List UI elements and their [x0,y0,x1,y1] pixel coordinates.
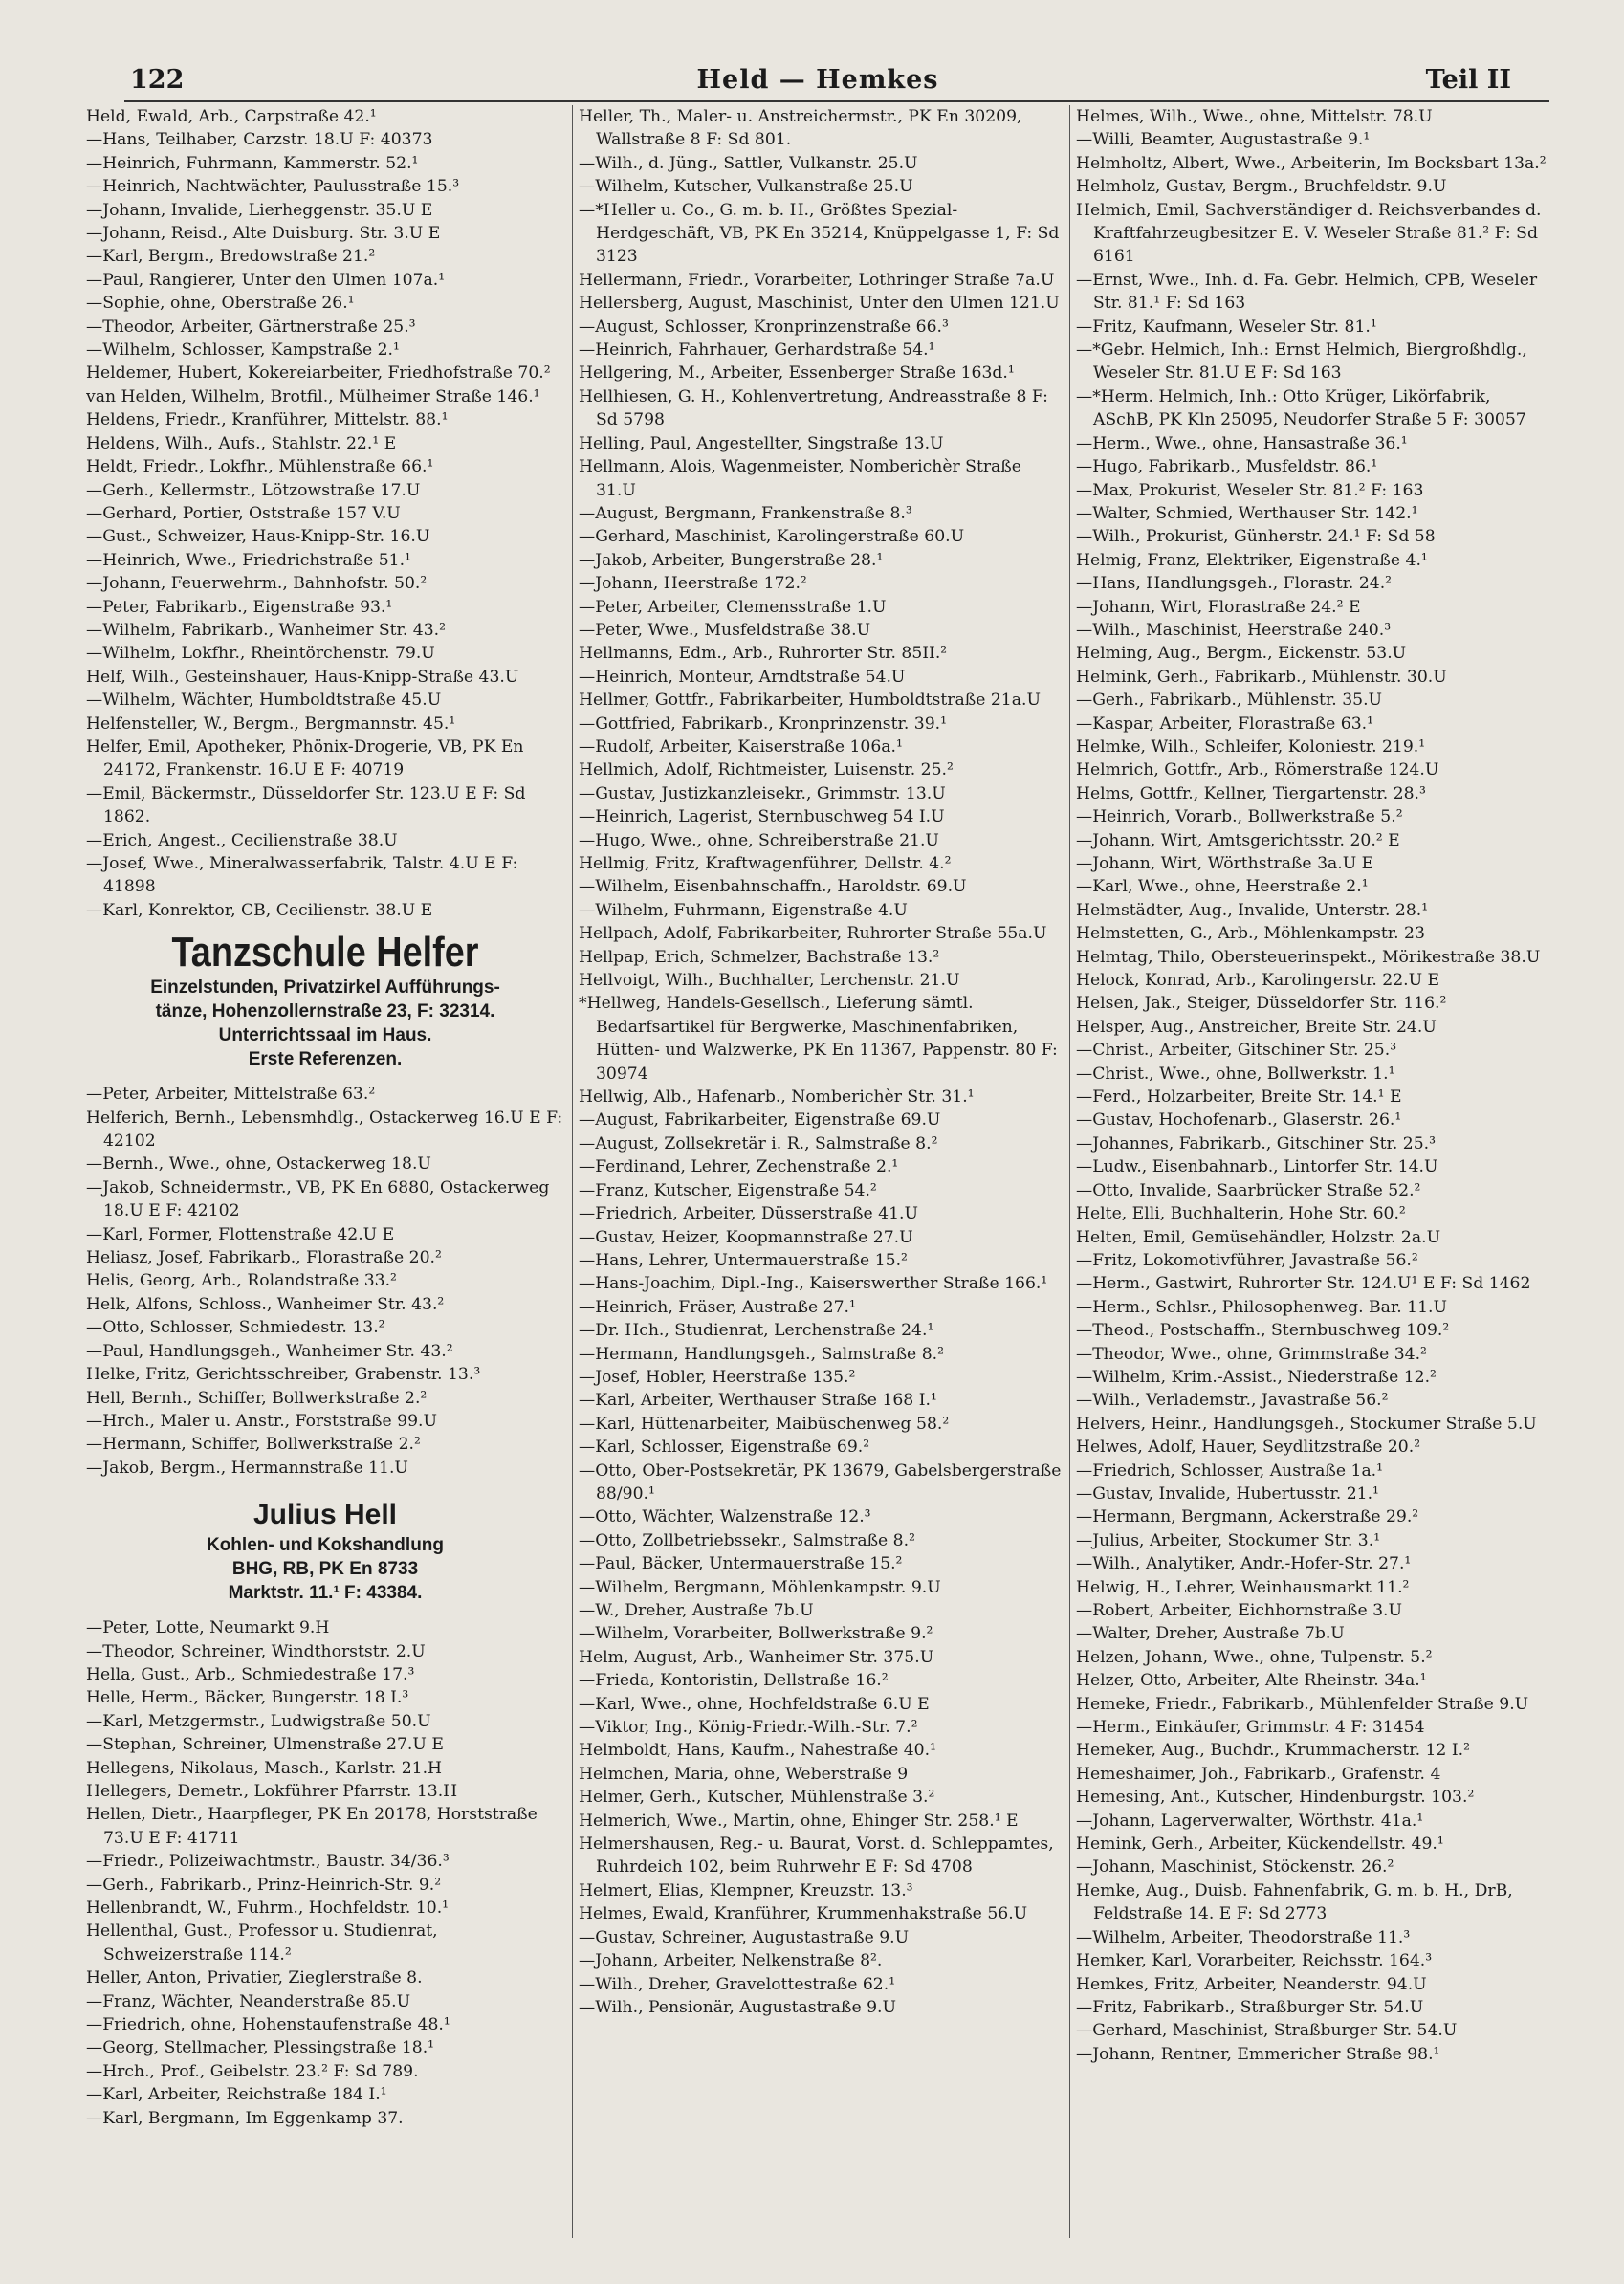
directory-entry: Hemesing, Ant., Kutscher, Hindenburgstr. 103.² [1076,1788,1475,1808]
directory-entry: —Ludw., Eisenbahnarb., Lintorfer Str. 14.U [1076,1157,1438,1177]
advertisement-title: Tanzschule Helfer [171,929,479,977]
directory-entry: —Peter, Wwe., Musfeldstraße 38.U [579,620,871,640]
directory-entry: van Helden, Wilhelm, Brotfil., Mülheimer Straße 146.¹ [86,386,540,406]
directory-entry: —*Heller u. Co., G. m. b. H., Größtes Spezial-Herdgeschäft, VB, PK En 35214, Knüppelgasse 1, F: Sd 3123 [579,200,1060,267]
directory-entry: —Wilh., Analytiker, Andr.-Hofer-Str. 27.¹ [1076,1554,1412,1574]
directory-entry: —Erich, Angest., Cecilienstraße 38.U [86,830,398,850]
directory-entry: Hellmich, Adolf, Richtmeister, Luisenstr. 25.² [579,760,954,780]
directory-entry: Hellermann, Friedr., Vorarbeiter, Lothringer Straße 7a.U [579,270,1055,290]
directory-entry: Helzer, Otto, Arbeiter, Alte Rheinstr. 34a.¹ [1076,1671,1427,1691]
directory-entry: —Paul, Rangierer, Unter den Ulmen 107a.¹ [86,270,446,290]
column-divider [572,105,573,2238]
directory-entry: —Johann, Feuerwehrm., Bahnhofstr. 50.² [86,574,428,594]
directory-entry: —Friedrich, Arbeiter, Düsserstraße 41.U [579,1204,918,1224]
column-3 [1076,105,1554,2257]
entry-group [86,1083,564,1480]
directory-entry: —Karl, Former, Flottenstraße 42.U E [86,1224,395,1244]
directory-entry: Hellmann, Alois, Wagenmeister, Nomberichèr Straße 31.U [579,457,1021,500]
directory-entry: Hemeshaimer, Joh., Fabrikarb., Grafenstr. 4 [1076,1764,1441,1784]
column-divider [1069,105,1070,2238]
entry-group [86,105,564,922]
directory-entry: —Gerh., Fabrikarb., Prinz-Heinrich-Str. 9.² [86,1875,442,1895]
directory-entry: —Gustav, Heizer, Koopmannstraße 27.U [579,1227,913,1247]
directory-entry: Hellgering, M., Arbeiter, Essenberger Straße 163d.¹ [579,363,1015,384]
directory-entry: Helzen, Johann, Wwe., ohne, Tulpenstr. 5.² [1076,1647,1433,1667]
directory-entry: Hellpap, Erich, Schmelzer, Bachstraße 13.² [579,947,940,967]
directory-entry: —Hrch., Prof., Geibelstr. 23.² F: Sd 789. [86,2061,419,2081]
directory-entry: —Paul, Handlungsgeh., Wanheimer Str. 43.² [86,1341,453,1361]
directory-entry: —Hans, Handlungsgeh., Florastr. 24.² [1076,574,1393,594]
directory-entry: —Otto, Schlosser, Schmiedestr. 13.² [86,1318,385,1338]
directory-entry: Helk, Alfons, Schloss., Wanheimer Str. 43.² [86,1294,445,1314]
directory-entry: —Ernst, Wwe., Inh. d. Fa. Gebr. Helmich, CPB, Weseler Str. 81.¹ F: Sd 163 [1076,270,1538,314]
directory-entry: —Rudolf, Arbeiter, Kaiserstraße 106a.¹ [579,736,903,757]
directory-entry: —Johann, Invalide, Lierheggenstr. 35.U E [86,200,433,220]
directory-entry: —Wilhelm, Fabrikarb., Wanheimer Str. 43.² [86,620,447,640]
directory-entry: —Johann, Rentner, Emmericher Straße 98.¹ [1076,2044,1440,2064]
advertisement-line: tänze, Hohenzollernstraße 23, F: 32314. [155,1001,495,1022]
directory-entry: —Otto, Zollbetriebssekr., Salmstraße 8.² [579,1530,915,1550]
directory-entry: —August, Zollsekretär i. R., Salmstraße 8.² [579,1133,938,1153]
directory-entry: —Gottfried, Fabrikarb., Kronprinzenstr. 39.¹ [579,714,948,734]
directory-entry: —Hans, Lehrer, Untermauerstraße 15.² [579,1250,908,1270]
page-header [86,59,1549,98]
directory-entry: Heldemer, Hubert, Kokereiarbeiter, Friedhofstraße 70.² [86,363,551,384]
directory-entry: —Bernh., Wwe., ohne, Ostackerweg 18.U [86,1154,431,1175]
directory-entry: —Wilh., d. Jüng., Sattler, Vulkanstr. 25.U [579,153,918,173]
directory-entry: Hellenbrandt, W., Fuhrm., Hochfeldstr. 10.¹ [86,1899,450,1918]
directory-entry: Hellpach, Adolf, Fabrikarbeiter, Ruhrorter Straße 55a.U [579,924,1047,944]
directory-entry: Helsper, Aug., Anstreicher, Breite Str. 24.U [1076,1017,1437,1037]
directory-entry: Helis, Georg, Arb., Rolandstraße 33.² [86,1271,397,1291]
directory-entry: Heller, Th., Maler- u. Anstreichermstr., PK En 30209, Wallstraße 8 F: Sd 801. [579,107,1022,150]
entry-group [1076,105,1554,2066]
directory-entry: —Otto, Invalide, Saarbrücker Straße 52.² [1076,1180,1421,1200]
advertisement-tanzschule [86,922,564,1083]
directory-entry: —Fritz, Lokomotivführer, Javastraße 56.² [1076,1250,1418,1270]
directory-entry: —Karl, Konrektor, CB, Cecilienstr. 38.U E [86,900,433,920]
header-rule [124,100,1549,102]
advertisement-line: Unterrichtssaal im Haus. [218,1025,432,1046]
directory-entry: —*Herm. Helmich, Inh.: Otto Krüger, Likörfabrik, ASchB, PK Kln 25095, Neudorfer Straße 5 F: 30057 [1076,386,1526,430]
directory-entry: Helte, Elli, Buchhalterin, Hohe Str. 60.² [1076,1204,1406,1224]
directory-entry: —Wilh., Maschinist, Heerstraße 240.³ [1076,620,1392,640]
directory-entry: —Fritz, Fabrikarb., Straßburger Str. 54.U [1076,1997,1424,2017]
directory-entry: Helmershausen, Reg.- u. Baurat, Vorst. d. Schleppamtes, Ruhrdeich 102, beim Ruhrwehr E F: Sd 4708 [579,1834,1054,1878]
directory-entry: —Hans-Joachim, Dipl.-Ing., Kaiserswerther Straße 166.¹ [579,1274,1048,1294]
entry-group [579,105,1066,2019]
directory-entry: —Heinrich, Fahrhauer, Gerhardstraße 54.¹ [579,340,935,361]
directory-entry: —Gustav, Invalide, Hubertusstr. 21.¹ [1076,1483,1379,1504]
directory-entry: —Wilhelm, Schlosser, Kampstraße 2.¹ [86,340,400,361]
advertisement-line: Marktstr. 11.¹ F: 43384. [228,1583,423,1604]
directory-entry: Helmes, Wilh., Wwe., ohne, Mittelstr. 78.U [1076,107,1433,126]
directory-entry: Helm, August, Arb., Wanheimer Str. 375.U [579,1647,934,1667]
directory-entry: —Franz, Wächter, Neanderstraße 85.U [86,1991,411,2011]
directory-entry: —Wilhelm, Eisenbahnschaffn., Haroldstr. 69.U [579,877,967,897]
directory-entry: Hemeke, Friedr., Fabrikarb., Mühlenfelder Straße 9.U [1076,1694,1529,1714]
header-part: Teil II [1425,65,1511,95]
directory-entry: —Kaspar, Arbeiter, Florastraße 63.¹ [1076,714,1373,734]
directory-entry: Helmes, Ewald, Kranführer, Krummenhakstraße 56.U [579,1904,1028,1924]
directory-entry: —August, Schlosser, Kronprinzenstraße 66.³ [579,317,949,337]
directory-entry: Helmig, Franz, Elektriker, Eigenstraße 4.¹ [1076,550,1428,570]
directory-entry: —August, Bergmann, Frankenstraße 8.³ [579,503,912,523]
directory-entry: —Johann, Maschinist, Stöckenstr. 26.² [1076,1857,1394,1878]
directory-entry: —Otto, Ober-Postsekretär, PK 13679, Gabelsbergerstraße 88/90.¹ [579,1460,1062,1504]
directory-entry: Hella, Gust., Arb., Schmiedestraße 17.³ [86,1664,415,1684]
directory-entry: —Jakob, Schneidermstr., VB, PK En 6880, Ostackerweg 18.U E F: 42102 [86,1177,550,1221]
directory-entry: —Johann, Wirt, Florastraße 24.² E [1076,597,1361,617]
directory-entry: —Friedrich, ohne, Hohenstaufenstraße 48.¹ [86,2015,450,2035]
directory-entry: Helferich, Bernh., Lebensmhdlg., Ostackerweg 16.U E F: 42102 [86,1108,563,1152]
directory-entry: Hellmanns, Edm., Arb., Ruhrorter Str. 85II.² [579,644,948,664]
directory-entry: Helsen, Jak., Steiger, Düsseldorfer Str. 116.² [1076,994,1447,1014]
directory-entry: Helmich, Emil, Sachverständiger d. Reichsverbandes d. Kraftfahrzeugbesitzer E. V. Weseler Straße 81.² F: Sd 6161 [1076,200,1542,267]
directory-entry: —Johann, Arbeiter, Nelkenstraße 8². [579,1951,883,1971]
directory-entry: —Heinrich, Vorarb., Bollwerkstraße 5.² [1076,807,1403,827]
directory-entry: —Hermann, Schiffer, Bollwerkstraße 2.² [86,1435,421,1455]
directory-entry: —Gerh., Fabrikarb., Mühlenstr. 35.U [1076,691,1383,711]
directory-entry: —Viktor, Ing., König-Friedr.-Wilh.-Str. 7.² [579,1718,918,1738]
directory-entry: —Emil, Bäckermstr., Düsseldorfer Str. 123.U E F: Sd 1862. [86,783,526,827]
advertisement-line: BHG, RB, PK En 8733 [231,1559,419,1580]
directory-entry: —Christ., Arbeiter, Gitschiner Str. 25.³ [1076,1041,1397,1061]
directory-entry: —Herm., Gastwirt, Ruhrorter Str. 124.U¹ E F: Sd 1462 [1076,1274,1531,1294]
directory-entry: Hellegens, Nikolaus, Masch., Karlstr. 21.H [86,1758,443,1778]
directory-entry: Helming, Aug., Bergm., Eickenstr. 53.U [1076,644,1407,664]
directory-entry: —Josef, Hobler, Heerstraße 135.² [579,1367,856,1387]
directory-entry: Helf, Wilh., Gesteinshauer, Haus-Knipp-Straße 43.U [86,667,519,687]
directory-entry: —Hrch., Maler u. Anstr., Forststraße 99.U [86,1411,437,1431]
directory-entry: Heliasz, Josef, Fabrikarb., Florastraße 20.² [86,1248,442,1268]
directory-entry: —Karl, Metzgermstr., Ludwigstraße 50.U [86,1711,431,1731]
directory-entry: Helmstädter, Aug., Invalide, Unterstr. 28.¹ [1076,900,1429,920]
directory-entry: —Heinrich, Nachtwächter, Paulusstraße 15.³ [86,177,460,197]
directory-entry: —Theodor, Arbeiter, Gärtnerstraße 25.³ [86,317,416,337]
directory-entry: —Ferd., Holzarbeiter, Breite Str. 14.¹ E [1076,1087,1402,1108]
directory-entry: Hellmig, Fritz, Kraftwagenführer, Dellstr. 4.² [579,854,952,873]
directory-entry: —Jakob, Arbeiter, Bungerstraße 28.¹ [579,550,884,570]
directory-entry: Heldt, Friedr., Lokfhr., Mühlenstraße 66.¹ [86,457,434,477]
directory-entry: —Johann, Wirt, Amtsgerichtsstr. 20.² E [1076,830,1400,850]
directory-entry: —Wilhelm, Krim.-Assist., Niederstraße 12.² [1076,1367,1437,1387]
directory-entry: Helwes, Adolf, Hauer, Seydlitzstraße 20.² [1076,1438,1421,1458]
directory-entry: Hemke, Aug., Duisb. Fahnenfabrik, G. m. b. H., DrB, Feldstraße 14. E F: Sd 2773 [1076,1880,1513,1924]
directory-entry: —Fritz, Kaufmann, Weseler Str. 81.¹ [1076,317,1377,337]
directory-entry: —Wilh., Pensionär, Augustastraße 9.U [579,1997,896,2017]
directory-entry: —Josef, Wwe., Mineralwasserfabrik, Talstr. 4.U E F: 41898 [86,854,518,897]
directory-entry: —Gerh., Kellermstr., Lötzowstraße 17.U [86,480,421,500]
directory-entry: —Johann, Lagerverwalter, Wörthstr. 41a.¹ [1076,1811,1424,1831]
directory-entry: Held, Ewald, Arb., Carpstraße 42.¹ [86,107,377,126]
directory-entry: Helmerich, Wwe., Martin, ohne, Ehinger Str. 258.¹ E [579,1811,1019,1831]
directory-entry: —Johann, Heerstraße 172.² [579,574,807,594]
advertisement-line: Einzelstunden, Privatzirkel Aufführungs- [150,977,500,999]
directory-entry: Helmtag, Thilo, Obersteuerinspekt., Mörikestraße 38.U [1076,947,1541,967]
directory-entry: —Gerhard, Portier, Oststraße 157 V.U [86,503,401,523]
directory-entry: Helmholtz, Albert, Wwe., Arbeiterin, Im Bocksbart 13a.² [1076,153,1547,173]
directory-entry: —Karl, Wwe., ohne, Hochfeldstraße 6.U E [579,1694,930,1714]
directory-entry: —Max, Prokurist, Weseler Str. 81.² F: 163 [1076,480,1424,500]
directory-entry: Helmholz, Gustav, Bergm., Bruchfeldstr. 9.U [1076,177,1447,197]
directory-entry: —Hugo, Fabrikarb., Musfeldstr. 86.¹ [1076,457,1378,477]
directory-entry: —Herm., Wwe., ohne, Hansastraße 36.¹ [1076,433,1408,453]
directory-entry: —Wilhelm, Arbeiter, Theodorstraße 11.³ [1076,1927,1411,1947]
directory-entry: —Johann, Reisd., Alte Duisburg. Str. 3.U E [86,224,441,244]
page-number: 122 [130,65,185,95]
directory-entry: —Peter, Lotte, Neumarkt 9.H [86,1618,330,1638]
directory-entry: Helms, Gottfr., Kellner, Tiergartenstr. 28.³ [1076,783,1426,803]
directory-entry: —Wilh., Dreher, Gravelottestraße 62.¹ [579,1974,896,1994]
directory-entry: —Heinrich, Fuhrmann, Kammerstr. 52.¹ [86,153,419,173]
directory-entry: —Paul, Bäcker, Untermauerstraße 15.² [579,1554,903,1574]
directory-entry: —Heinrich, Fräser, Austraße 27.¹ [579,1297,856,1317]
column-1 [86,105,564,2257]
directory-entry: —Wilh., Prokurist, Günherstr. 24.¹ F: Sd 58 [1076,527,1436,547]
directory-entry: —Ferdinand, Lehrer, Zechenstraße 2.¹ [579,1157,899,1177]
directory-entry: Hellwig, Alb., Hafenarb., Nomberichèr Str. 31.¹ [579,1087,975,1108]
directory-entry: —Wilhelm, Kutscher, Vulkanstraße 25.U [579,177,913,197]
directory-entry: Hell, Bernh., Schiffer, Bollwerkstraße 2.² [86,1388,428,1408]
directory-entry: Hemkes, Fritz, Arbeiter, Neanderstr. 94.U [1076,1974,1427,1994]
directory-entry: —Peter, Fabrikarb., Eigenstraße 93.¹ [86,597,393,617]
directory-entry: —Karl, Hüttenarbeiter, Maibüschenweg 58.² [579,1414,950,1434]
directory-entry: —Theod., Postschaffn., Sternbuschweg 109.² [1076,1321,1450,1341]
entry-group [86,1616,564,2130]
directory-entry: —Theodor, Wwe., ohne, Grimmstraße 34.² [1076,1344,1427,1364]
directory-entry: —Otto, Wächter, Walzenstraße 12.³ [579,1507,871,1527]
directory-entry: Hemker, Karl, Vorarbeiter, Reichsstr. 164.³ [1076,1951,1433,1971]
directory-entry: —Hugo, Wwe., ohne, Schreiberstraße 21.U [579,830,939,850]
header-name-range: Held — Hemkes [696,65,939,95]
directory-entry: —Johann, Wirt, Wörthstraße 3a.U E [1076,854,1374,873]
directory-entry: —Heinrich, Lagerist, Sternbuschweg 54 I.U [579,807,945,827]
directory-entry: —Johannes, Fabrikarb., Gitschiner Str. 25.³ [1076,1133,1437,1153]
directory-entry: —Wilhelm, Bergmann, Möhlenkampstr. 9.U [579,1577,941,1597]
directory-entry: —Wilh., Verlademstr., Javastraße 56.² [1076,1391,1389,1411]
directory-entry: —Walter, Schmied, Werthauser Str. 142.¹ [1076,503,1418,523]
directory-entry: —Frieda, Kontoristin, Dellstraße 16.² [579,1671,889,1691]
directory-entry: —Hermann, Handlungsgeh., Salmstraße 8.² [579,1344,944,1364]
advertisement-line: Kohlen- und Kokshandlung [206,1535,445,1556]
directory-entry: Helmchen, Maria, ohne, Weberstraße 9 [579,1764,909,1784]
directory-entry: —Gerhard, Maschinist, Straßburger Str. 54.U [1076,2021,1458,2041]
directory-entry: —Robert, Arbeiter, Eichhornstraße 3.U [1076,1601,1402,1620]
directory-entry: —Karl, Bergm., Bredowstraße 21.² [86,247,376,267]
directory-entry: —Gustav, Schreiner, Augustastraße 9.U [579,1927,910,1947]
directory-entry: —Dr. Hch., Studienrat, Lerchenstraße 24.¹ [579,1321,934,1341]
directory-entry: —Karl, Wwe., ohne, Heerstraße 2.¹ [1076,877,1369,897]
directory-entry: —Karl, Bergmann, Im Eggenkamp 37. [86,2108,404,2128]
directory-entry: —Theodor, Schreiner, Windthorststr. 2.U [86,1641,426,1661]
directory-entry: —Heinrich, Wwe., Friedrichstraße 51.¹ [86,550,411,570]
directory-entry: —*Gebr. Helmich, Inh.: Ernst Helmich, Biergroßhdlg., Weseler Str. 81.U E F: Sd 163 [1076,340,1527,384]
directory-entry: Hellenthal, Gust., Professor u. Studienrat, Schweizerstraße 114.² [86,1922,438,1965]
directory-entry: Helmboldt, Hans, Kaufm., Nahestraße 40.¹ [579,1741,936,1761]
directory-entry: Helvers, Heinr., Handlungsgeh., Stockumer Straße 5.U [1076,1414,1537,1434]
directory-entry: —Peter, Arbeiter, Clemensstraße 1.U [579,597,887,617]
directory-entry: —Julius, Arbeiter, Stockumer Str. 3.¹ [1076,1530,1381,1550]
directory-entry: —Georg, Stellmacher, Plessingstraße 18.¹ [86,2038,435,2058]
directory-entry: Hellersberg, August, Maschinist, Unter den Ulmen 121.U [579,294,1060,314]
directory-entry: —Gustav, Hochofenarb., Glaserstr. 26.¹ [1076,1110,1402,1131]
directory-entry: Hellen, Dietr., Haarpfleger, PK En 20178, Horststraße 73.U E F: 41711 [86,1805,538,1848]
directory-entry: Hellvoigt, Wilh., Buchhalter, Lerchenstr. 21.U [579,971,960,991]
advertisement-kohlenhandlung [86,1480,564,1616]
directory-entry: Hellmer, Gottfr., Fabrikarbeiter, Humboldtstraße 21a.U [579,691,1041,711]
directory-entry: —Franz, Kutscher, Eigenstraße 54.² [579,1180,877,1200]
directory-entry: —Hans, Teilhaber, Carzstr. 18.U F: 40373 [86,130,433,150]
directory-entry: Hellhiesen, G. H., Kohlenvertretung, Andreasstraße 8 F: Sd 5798 [579,386,1048,430]
directory-entry: —Walter, Dreher, Austraße 7b.U [1076,1624,1345,1644]
directory-entry: Helmer, Gerh., Kutscher, Mühlenstraße 3.² [579,1788,935,1808]
directory-entry: Helfer, Emil, Apotheker, Phönix-Drogerie, VB, PK En 24172, Frankenstr. 16.U E F: 40719 [86,736,524,780]
directory-entry: —Gustav, Justizkanzleisekr., Grimmstr. 13.U [579,783,946,803]
directory-entry: —W., Dreher, Austraße 7b.U [579,1601,814,1620]
directory-entry: Helfensteller, W., Bergm., Bergmannstr. 45.¹ [86,714,456,734]
advertisement-title: Julius Hell [252,1499,398,1531]
directory-entry: Helmink, Gerh., Fabrikarb., Mühlenstr. 30.U [1076,667,1447,687]
directory-entry: —Karl, Schlosser, Eigenstraße 69.² [579,1438,870,1458]
directory-entry: Helke, Fritz, Gerichtsschreiber, Grabenstr. 13.³ [86,1365,481,1385]
column-2 [579,105,1066,2257]
directory-entry: Heldens, Wilh., Aufs., Stahlstr. 22.¹ E [86,433,397,453]
directory-entry: —Friedrich, Schlosser, Austraße 1a.¹ [1076,1460,1384,1481]
directory-entry: —Gust., Schweizer, Haus-Knipp-Str. 16.U [86,527,430,547]
directory-entry: Hemink, Gerh., Arbeiter, Kückendellstr. 49.¹ [1076,1834,1444,1855]
directory-entry: —Wilhelm, Wächter, Humboldtstraße 45.U [86,691,442,711]
directory-entry: —Stephan, Schreiner, Ulmenstraße 27.U E [86,1735,444,1755]
directory-entry: —Hermann, Bergmann, Ackerstraße 29.² [1076,1507,1419,1527]
directory-entry: —Willi, Beamter, Augustastraße 9.¹ [1076,130,1371,150]
directory-entry: Helling, Paul, Angestellter, Singstraße 13.U [579,433,944,453]
directory-entry: —August, Fabrikarbeiter, Eigenstraße 69.U [579,1110,941,1131]
directory-entry: —Friedr., Polizeiwachtmstr., Baustr. 34/36.³ [86,1852,450,1872]
directory-entry: Helle, Herm., Bäcker, Bungerstr. 18 I.³ [86,1688,409,1708]
directory-entry: —Karl, Arbeiter, Reichstraße 184 I.¹ [86,2085,387,2105]
directory-entry: Heldens, Friedr., Kranführer, Mittelstr. 88.¹ [86,410,449,430]
directory-entry: —Wilhelm, Fuhrmann, Eigenstraße 4.U [579,900,908,920]
directory-entry: —Peter, Arbeiter, Mittelstraße 63.² [86,1085,376,1105]
directory-entry: —Wilhelm, Vorarbeiter, Bollwerkstraße 9.² [579,1624,933,1644]
directory-entry: —Jakob, Bergm., Hermannstraße 11.U [86,1458,408,1478]
directory-entry: Helwig, H., Lehrer, Weinhausmarkt 11.² [1076,1577,1410,1597]
directory-entry: Helten, Emil, Gemüsehändler, Holzstr. 2a.U [1076,1227,1441,1247]
directory-entry: —Herm., Einkäufer, Grimmstr. 4 F: 31454 [1076,1718,1425,1738]
directory-entry: —Sophie, ohne, Oberstraße 26.¹ [86,294,355,314]
directory-entry: —Gerhard, Maschinist, Karolingerstraße 60.U [579,527,965,547]
directory-entry: Heller, Anton, Privatier, Zieglerstraße 8. [86,1968,423,1988]
directory-entry: —Wilhelm, Lokfhr., Rheintörchenstr. 79.U [86,644,435,664]
advertisement-line: Erste Referenzen. [248,1049,403,1070]
directory-entry: Helmrich, Gottfr., Arb., Römerstraße 124.U [1076,760,1439,780]
directory-entry: Helmert, Elias, Klempner, Kreuzstr. 13.³ [579,1880,913,1900]
directory-entry: —Karl, Arbeiter, Werthauser Straße 168 I.¹ [579,1391,937,1411]
directory-entry: Helock, Konrad, Arb., Karolingerstr. 22.U E [1076,971,1440,991]
directory-entry: Hellegers, Demetr., Lokführer Pfarrstr. 13.H [86,1781,458,1801]
directory-entry: —Heinrich, Monteur, Arndtstraße 54.U [579,667,906,687]
directory-entry: —Christ., Wwe., ohne, Bollwerkstr. 1.¹ [1076,1064,1395,1084]
directory-entry: Hemeker, Aug., Buchdr., Krummacherstr. 12 I.² [1076,1741,1470,1761]
directory-entry: Helmstetten, G., Arb., Möhlenkampstr. 23 [1076,924,1425,944]
directory-entry: —Herm., Schlsr., Philosophenweg. Bar. 11.U [1076,1297,1447,1317]
directory-entry: *Hellweg, Handels-Gesellsch., Lieferung sämtl. Bedarfsartikel für Bergwerke, Maschinenfabriken, Hütten- und Walzwerke, PK En 11367, Pappenstr. 80 F: 30974 [579,994,1058,1084]
directory-entry: Helmke, Wilh., Schleifer, Koloniestr. 219.¹ [1076,736,1426,757]
